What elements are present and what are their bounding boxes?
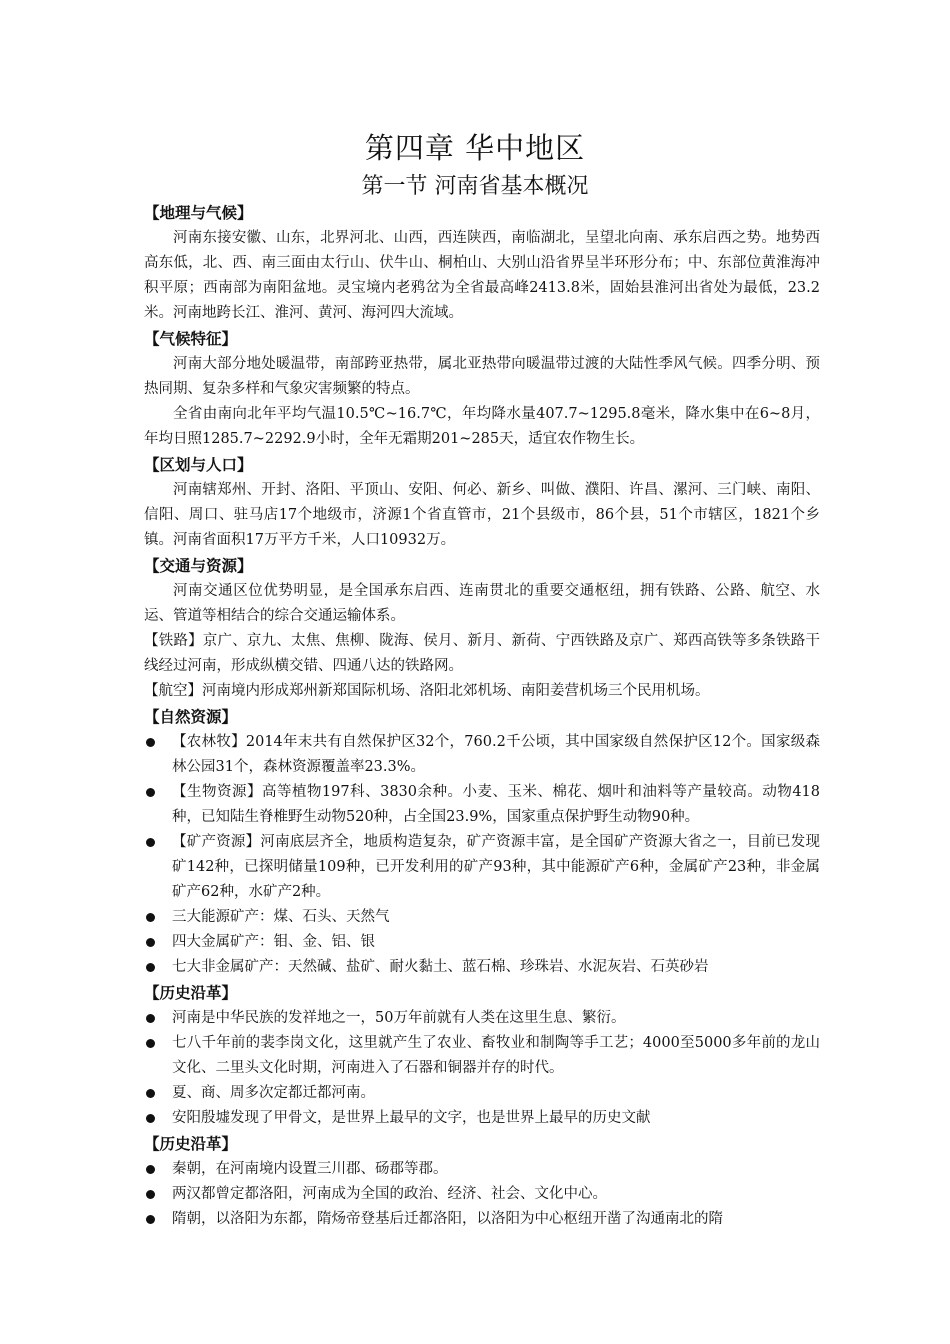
bullet-icon — [146, 1014, 155, 1023]
heading-administration: 【区划与人口】 — [144, 456, 253, 474]
bullet-icon — [146, 788, 155, 797]
paragraph-climate-1: 河南大部分地处暖温带，南部跨亚热带，属北亚热带向暖温带过渡的大陆性季风气候。四季分明、预热同期、复杂多样和气象灾害频繁的特点。 — [144, 356, 820, 397]
bullet-icon — [146, 1114, 155, 1123]
list-history-2 — [144, 1157, 820, 1232]
list-item: 【农林牧】2014年末共有自然保护区32个，760.2千公顷，其中国家级自然保护区12个。国家级森林公园31个，森林资源覆盖率23.3%。 — [144, 730, 820, 780]
bullet-icon — [146, 1039, 155, 1048]
list-item: 【矿产资源】河南底层齐全，地质构造复杂，矿产资源丰富，是全国矿产资源大省之一，目前已发现矿142种，已探明储量109种，已开发利用的矿产93种，其中能源矿产6种，金属矿产23种，非金属矿产62种，水矿产2种。 — [144, 830, 820, 905]
heading-resources: 【自然资源】 — [144, 708, 238, 726]
list-item: 夏、商、周多次定都迁都河南。 — [144, 1081, 820, 1106]
section-title: 第一节 河南省基本概况 — [361, 174, 589, 199]
list-item: 秦朝，在河南境内设置三川郡、砀郡等郡。 — [144, 1157, 820, 1182]
heading-history-2: 【历史沿革】 — [144, 1135, 238, 1153]
heading-transport: 【交通与资源】 — [144, 557, 253, 575]
document-body — [144, 200, 820, 1232]
heading-geography: 【地理与气候】 — [144, 204, 253, 222]
list-item: 河南是中华民族的发祥地之一，50万年前就有人类在这里生息、繁衍。 — [144, 1006, 820, 1031]
list-item: 两汉都曾定都洛阳，河南成为全国的政治、经济、社会、文化中心。 — [144, 1182, 820, 1207]
list-item: 三大能源矿产：煤、石头、天然气 — [144, 905, 820, 930]
list-item: 七大非金属矿产：天然碱、盐矿、耐火黏土、蓝石棉、珍珠岩、水泥灰岩、石英砂岩 — [144, 955, 820, 980]
bullet-icon — [146, 1190, 155, 1199]
bullet-icon — [146, 1215, 155, 1224]
list-resources — [144, 730, 820, 980]
bullet-icon — [146, 1165, 155, 1174]
bullet-icon — [146, 938, 155, 947]
heading-climate: 【气候特征】 — [144, 330, 238, 348]
bullet-icon — [146, 1089, 155, 1098]
paragraph-transport: 河南交通区位优势明显，是全国承东启西、连南贯北的重要交通枢纽，拥有铁路、公路、航空、水运、管道等相结合的综合交通运输体系。 — [144, 583, 820, 624]
heading-history: 【历史沿革】 — [144, 984, 238, 1002]
chapter-title: 第四章 华中地区 — [364, 131, 586, 165]
list-item: 【生物资源】高等植物197科、3830余种。小麦、玉米、棉花、烟叶和油料等产量较高。动物418种，已知陆生脊椎野生动物520种，占全国23.9%，国家重点保护野生动物90种。 — [144, 780, 820, 830]
list-item: 四大金属矿产：钼、金、铝、银 — [144, 930, 820, 955]
list-item: 七八千年前的裴李岗文化，这里就产生了农业、畜牧业和制陶等手工艺；4000至5000多年前的龙山文化、二里头文化时期，河南进入了石器和铜器并存的时代。 — [144, 1031, 820, 1081]
bullet-icon — [146, 963, 155, 972]
paragraph-administration: 河南辖郑州、开封、洛阳、平顶山、安阳、何必、新乡、叫做、濮阳、许昌、漯河、三门峡、南阳、信阳、周口、驻马店17个地级市，济源1个省直管市，21个县级市，86个县，51个市辖区，1821个乡镇。河南省面积17万平方千米，人口10932万。 — [144, 482, 820, 548]
list-history — [144, 1006, 820, 1131]
paragraph-geography: 河南东接安徽、山东，北界河北、山西，西连陕西，南临湖北，呈望北向南、承东启西之势。地势西高东低，北、西、南三面由太行山、伏牛山、桐柏山、大别山沿省界呈半环形分布；中、东部位黄淮海冲积平原；西南部为南阳盆地。灵宝境内老鸦岔为全省最高峰2413.8米，固始县淮河出省处为最低，23.2米。河南地跨长江、淮河、黄河、海河四大流域。 — [144, 230, 820, 321]
paragraph-aviation: 【航空】河南境内形成郑州新郑国际机场、洛阳北郊机场、南阳姜营机场三个民用机场。 — [144, 683, 710, 699]
bullet-icon — [146, 738, 155, 747]
paragraph-climate-2: 全省由南向北年平均气温10.5℃~16.7℃，年均降水量407.7~1295.8毫米，降水集中在6~8月，年均日照1285.7~2292.9小时，全年无霜期201~285天，适宜农作物生长。 — [144, 406, 820, 447]
bullet-icon — [146, 913, 155, 922]
list-item: 隋朝，以洛阳为东都，隋炀帝登基后迁都洛阳，以洛阳为中心枢纽开凿了沟通南北的隋 — [144, 1207, 820, 1232]
paragraph-railway: 【铁路】京广、京九、太焦、焦柳、陇海、侯月、新月、新荷、宁西铁路及京广、郑西高铁等多条铁路干线经过河南，形成纵横交错、四通八达的铁路网。 — [144, 633, 820, 674]
list-item: 安阳殷墟发现了甲骨文，是世界上最早的文字，也是世界上最早的历史文献 — [144, 1106, 820, 1131]
bullet-icon — [146, 838, 155, 847]
